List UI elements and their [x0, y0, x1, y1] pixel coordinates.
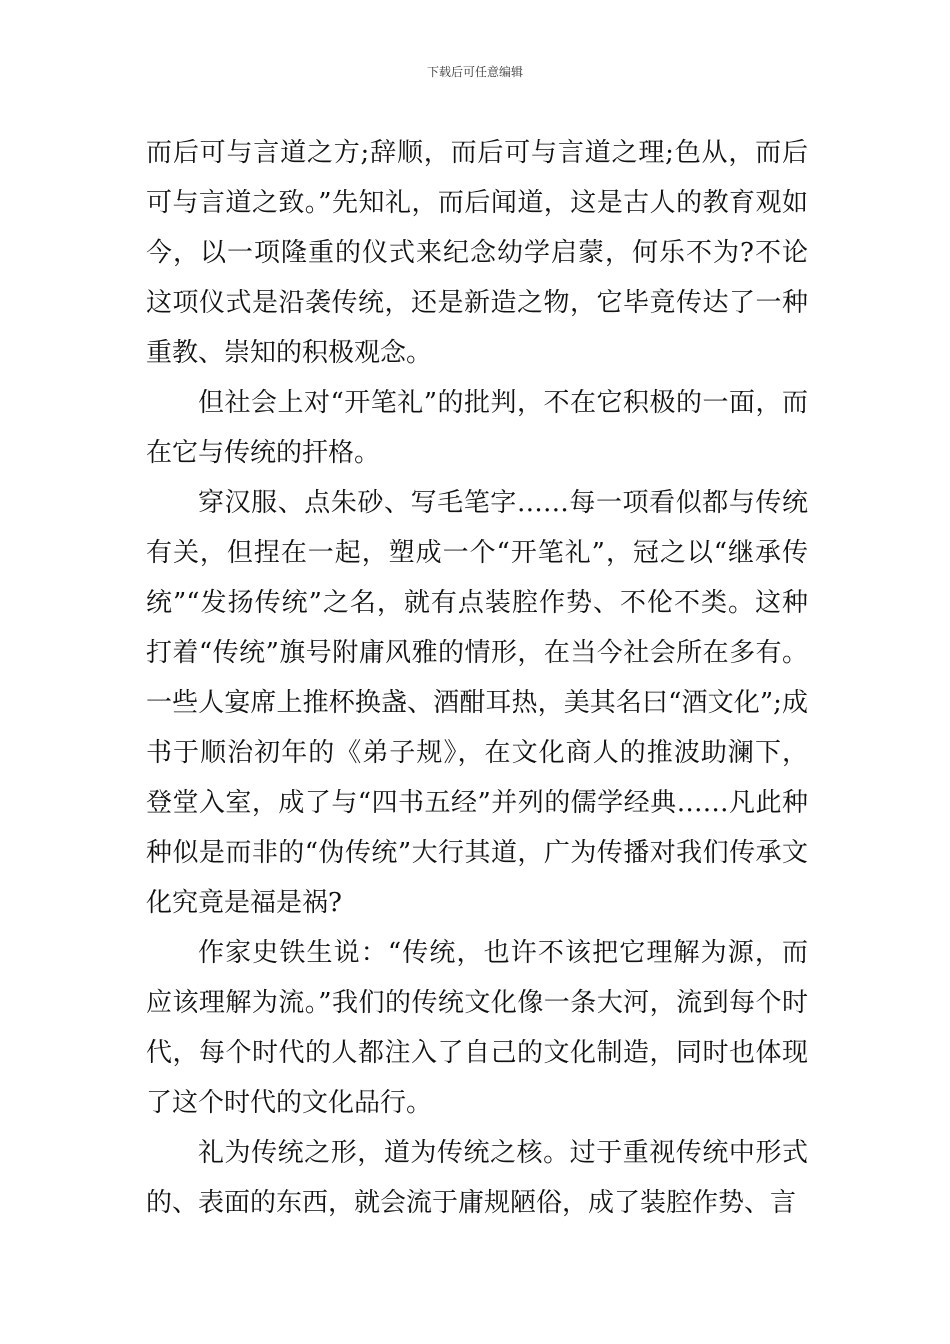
paragraph-5: 礼为传统之形，道为传统之核。过于重视传统中形式的、表面的东西，就会流于庸规陋俗，成了装腔作势、言	[146, 1138, 808, 1218]
paragraph-3: 穿汉服、点朱砂、写毛笔字……每一项看似都与传统有关，但捏在一起，塑成一个“开笔礼”，冠之以“继承传统”“发扬传统”之名，就有点装腔作势、不伦不类。这种打着“传统”旗号附庸风雅的情形，在当今社会所在多有。一些人宴席上推杯换盏、酒酣耳热，美其名曰“酒文化”;成书于顺治初年的《弟子规》，在文化商人的推波助澜下，登堂入室，成了与“四书五经”并列的儒学经典……凡此种种似是而非的“伪传统”大行其道，广为传播对我们传承文化究竟是福是祸?	[146, 488, 808, 918]
page-header: 下载后可任意编辑	[426, 65, 523, 79]
paragraph-2: 但社会上对“开笔礼”的批判，不在它积极的一面，而在它与传统的扞格。	[146, 388, 808, 468]
paragraph-4: 作家史铁生说：“传统，也许不该把它理解为源，而应该理解为流。”我们的传统文化像一条大河，流到每个时代，每个时代的人都注入了自己的文化制造，同时也体现了这个时代的文化品行。	[146, 938, 808, 1118]
paragraph-1: 而后可与言道之方;辞顺，而后可与言道之理;色从，而后可与言道之致。”先知礼，而后闻道，这是古人的教育观如今，以一项隆重的仪式来纪念幼学启蒙，何乐不为?不论这项仪式是沿袭传统，还是新造之物，它毕竟传达了一种重教、崇知的积极观念。	[146, 138, 808, 368]
body-text	[146, 128, 808, 1228]
